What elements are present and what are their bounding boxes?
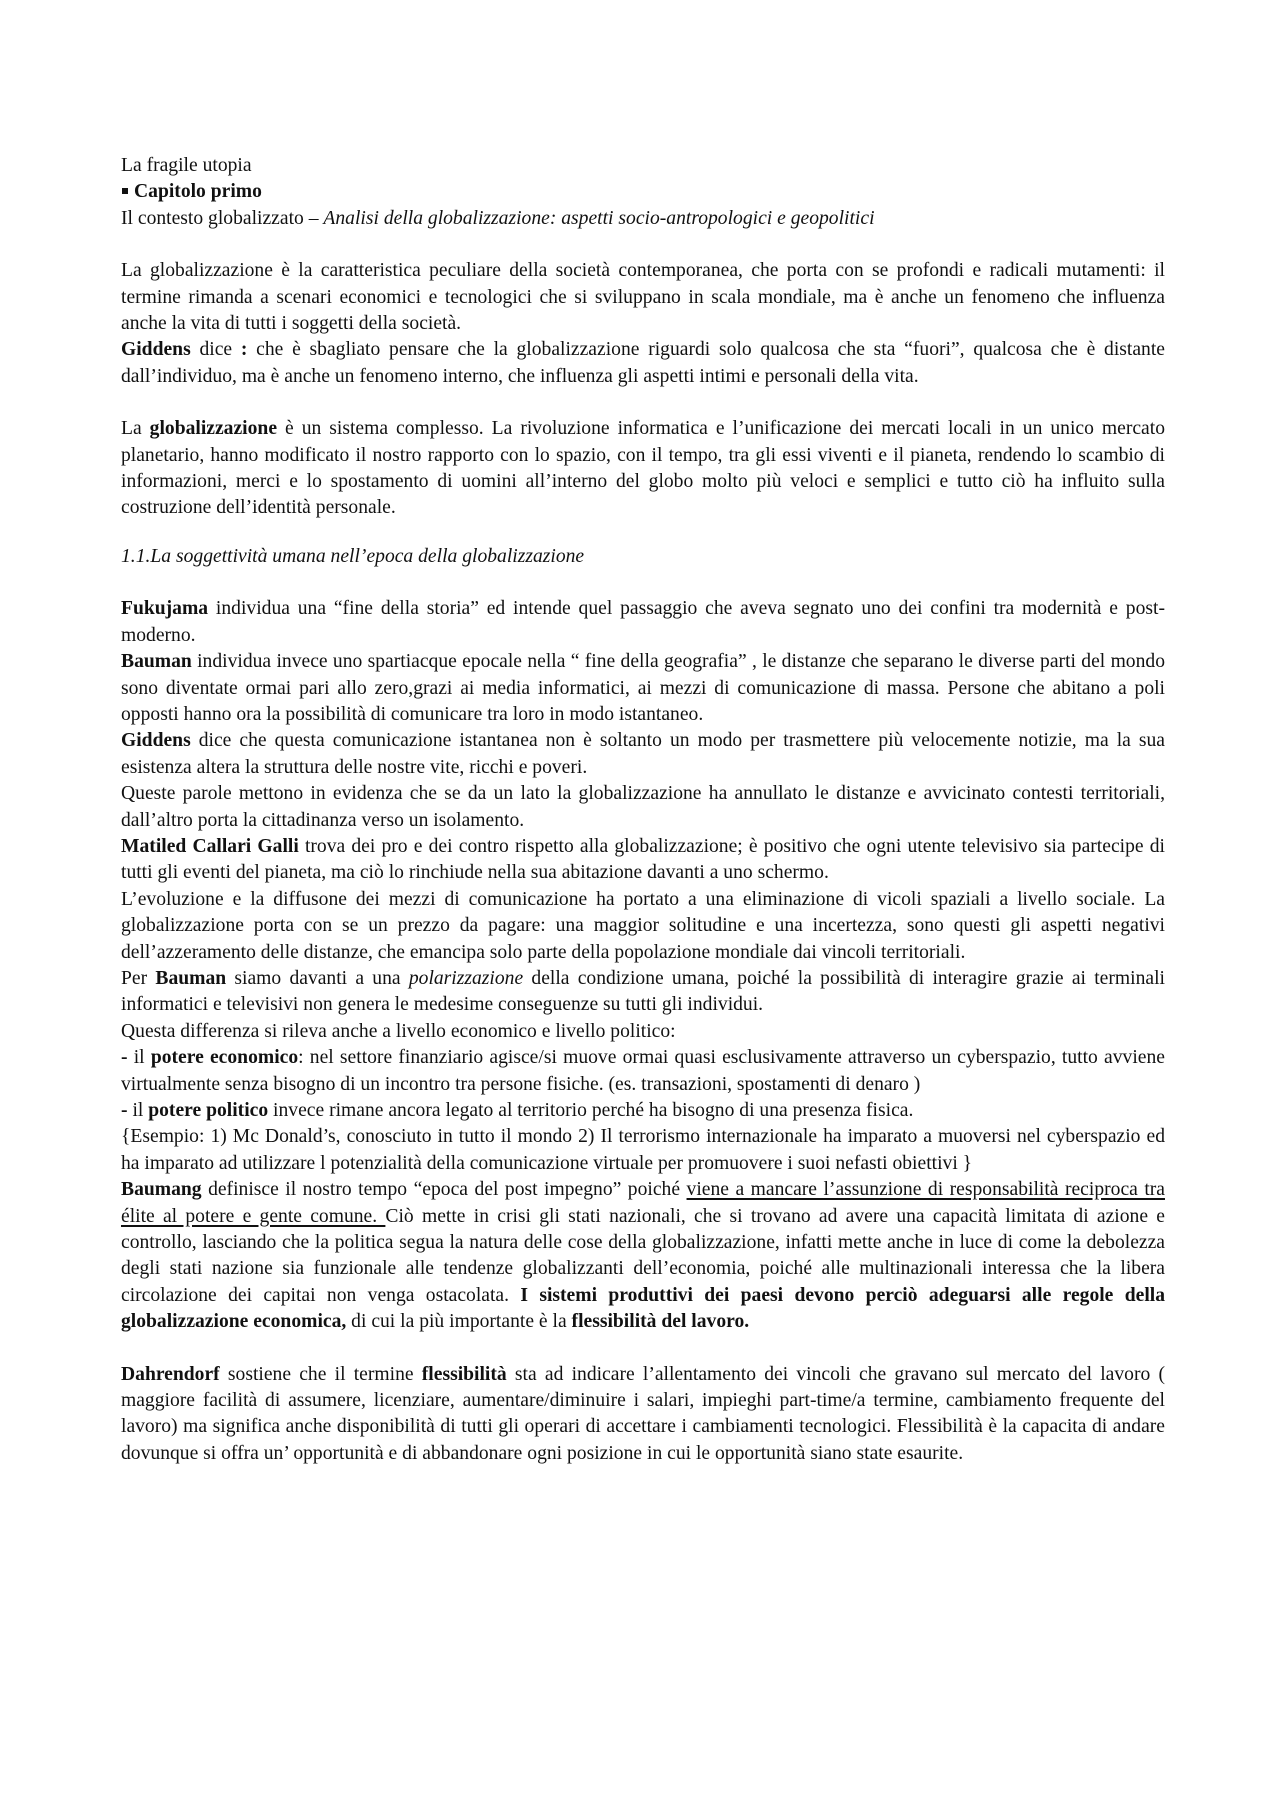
section-heading: 1.1.La soggettività umana nell’epoca della globalizzazione [121,545,585,567]
paragraph-callari-galli: Matiled Callari Galli trova dei pro e dei contro rispetto alla globalizzazione; è positivo che ogni utente televisivo sia partecipe di tutti gli eventi del pianeta, ma ciò lo rinchiude nella sua abitazione davanti a uno schermo. [121,835,1165,884]
paragraph-differenza: Questa differenza si rileva anche a livello economico e livello politico: [121,1020,676,1042]
spacer [121,232,1165,258]
paragraph-esempio: {Esempio: 1) Mc Donald’s, conosciuto in tutto il mondo 2) Il terrorismo internazionale ha imparato a muoversi nel cyberspazio ed ha imparato ad utilizzare l potenzialità della comunicazione virtuale per promuovere i suoi nefasti obiettivi } [121,1126,1165,1174]
paragraph-fukujama: Fukujama individua una “fine della storia” ed intende quel passaggio che aveva segnato uno dei confini tra modernità e post-moderno. [121,598,1165,646]
spacer [121,1336,1165,1362]
paragraph-queste-parole: Queste parole mettono in evidenza che se da un lato la globalizzazione ha annullato le distanze e avvicinato contesti territoriali, dall’altro porta la cittadinanza verso un isolamento. [121,783,1165,831]
document-title: La fragile utopia [121,155,252,176]
paragraph-evoluzione: L’evoluzione e la diffusone dei mezzi di comunicazione ha portato a una eliminazione di vicoli spaziali a livello sociale. La globalizzazione porta con se un prezzo da pagare: una maggior solitudine e una incertezza, sono questi gli aspetti negativi dell’azzeramento delle distanze, che emancipa solo parte della popolazione mondiale dai vincoli territoriali. [121,888,1165,963]
underlined-passage: viene a mancare l’assunzione di responsabilità reciproca tra élite al potere e gente comune. [121,1179,1165,1227]
chapter-subtitle: Il contesto globalizzato – Analisi della globalizzazione: aspetti socio-antropologici e geopolitici [121,207,875,229]
square-bullet-icon [122,188,128,194]
paragraph-baumang: Baumang definisce il nostro tempo “epoca del post impegno” poiché viene a mancare l’assunzione di responsabilità reciproca tra élite al potere e gente comune. Ciò mette in crisi gli stati nazionali, che si trovano ad avere una capacità limitata di azione e controllo, lasciando che la politica segua la natura delle cose della globalizzazione, infatti mette anche in luce di come la debolezza degli stati nazione sia funzionale alle tendenze globalizzanti dell’economia, poiché alle multinazionali interessa che la libera circolazione dei capitai non venga ostacolata. I sistemi produttivi dei paesi devono perciò adeguarsi alle regole della globalizzazione economica, di cui la più importante è la flessibilità del lavoro. [121,1179,1165,1333]
document-page [121,153,1165,1467]
list-item-potere-politico: - il potere politico invece rimane ancora legato al territorio perché ha bisogno di una presenza fisica. [121,1100,914,1121]
list-item-potere-economico: - il potere economico: nel settore finanziario agisce/si muove ormai quasi esclusivamente attraverso un cyberspazio, tutto avviene virtualmente senza bisogno di un incontro tra persone fisiche. (es. transazioni, spostamenti di denaro ) [121,1047,1165,1095]
chapter-heading: Capitolo primo [121,179,1165,205]
spacer [121,522,1165,544]
paragraph-bauman: Bauman individua invece uno spartiacque epocale nella “ fine della geografia” , le distanze che separano le diverse parti del mondo sono diventate ormai pari allo zero,grazi ai media informatici, ai mezzi di comunicazione di massa. Persone che abitano a poli opposti hanno ora la possibilità di comunicare tra loro in modo istantaneo. [121,651,1165,725]
paragraph-giddens-2: Giddens dice che questa comunicazione istantanea non è soltanto un modo per trasmettere più velocemente notizie, ma la sua esistenza altera la struttura delle nostre vite, ricchi e poveri. [121,730,1165,778]
paragraph-giddens: Giddens dice : che è sbagliato pensare che la globalizzazione riguardi solo qualcosa che sta “fuori”, qualcosa che è distante dall’individuo, ma è anche un fenomeno interno, che influenza gli aspetti intimi e personali della vita. [121,339,1165,387]
paragraph-intro: La globalizzazione è la caratteristica peculiare della società contemporanea, che porta con se profondi e radicali mutamenti: il termine rimanda a scenari economici e tecnologici che si sviluppano in scala mondiale, ma è anche un fenomeno che influenza anche la vita di tutti i soggetti della società. [121,260,1165,335]
spacer [121,570,1165,596]
spacer [121,390,1165,416]
paragraph-globalizzazione: La globalizzazione è un sistema complesso. La rivoluzione informatica e l’unificazione dei mercati locali in un unico mercato planetario, hanno modificato il nostro rapporto con lo spazio, con il tempo, tra gli essi viventi e il pianeta, rendendo lo scambio di informazioni, merci e lo spostamento di uomini all’interno del globo molto più veloci e semplici e tutto ciò ha influito sulla costruzione dell’identità personale. [121,418,1165,519]
paragraph-dahrendorf: Dahrendorf sostiene che il termine flessibilità sta ad indicare l’allentamento dei vincoli che gravano sul mercato del lavoro ( maggiore facilità di assumere, licenziare, aumentare/diminuire i salari, impieghi part-time/a termine, cambiamento frequente del lavoro) ma significa anche disponibilità di tutti gli operari di accettare i cambiamenti tecnologici. Flessibilità è la capacita di andare dovunque si offra un’ opportunità e di abbandonare ogni posizione in cui le opportunità siano state esaurite. [121,1363,1166,1464]
paragraph-polarizzazione: Per Bauman siamo davanti a una polarizzazione della condizione umana, poiché la possibilità di interagire grazie ai terminali informatici e televisivi non genera le medesime conseguenze su tutti gli individui. [121,967,1165,1016]
